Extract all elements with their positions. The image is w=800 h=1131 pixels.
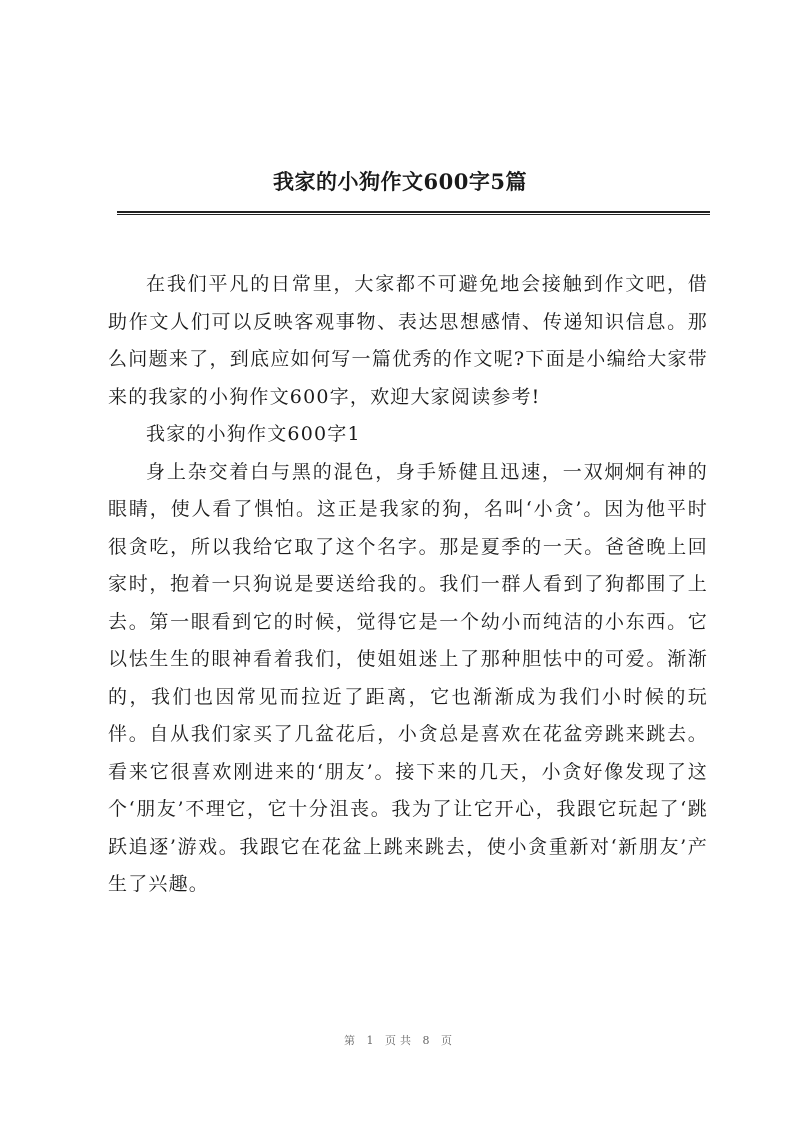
title-divider (117, 211, 710, 215)
page-number-footer: 第 1 页共 8 页 (344, 1034, 456, 1047)
document-title: 我家的小狗作文600字5篇 (273, 169, 527, 194)
body-paragraph: 身上杂交着白与黑的混色，身手矫健且迅速，一双炯炯有神的眼睛，使人看了惧怕。这正是我家的狗，名叫‘小贪’。因为他平时很贪吃，所以我给它取了这个名字。那是夏季的一天。爸爸晚上回家时，抱着一只狗说是要送给我的。我们一群人看到了狗都围了上去。第一眼看到它的时候，觉得它是一个幼小而纯洁的小东西。它以怯生生的眼神看着我们，使姐姐迷上了那种胆怯中的可爱。渐渐的，我们也因常见而拉近了距离，它也渐渐成为我们小时候的玩伴。自从我们家买了几盆花后，小贪总是喜欢在花盆旁跳来跳去。看来它很喜欢刚进来的‘朋友’。接下来的几天，小贪好像发现了这个‘朋友’不理它，它十分沮丧。我为了让它开心，我跟它玩起了‘跳跃追逐’游戏。我跟它在花盆上跳来跳去，使小贪重新对‘新朋友’产生了兴趣。 (108, 460, 708, 895)
section-heading: 我家的小狗作文600字1 (146, 423, 361, 445)
intro-paragraph: 在我们平凡的日常里，大家都不可避免地会接触到作文吧，借助作文人们可以反映客观事物、表达思想感情、传递知识信息。那么问题来了，到底应如何写一篇优秀的作文呢?下面是小编给大家带来的我家的小狗作文600字，欢迎大家阅读参考! (108, 273, 708, 408)
document-body (108, 266, 708, 904)
